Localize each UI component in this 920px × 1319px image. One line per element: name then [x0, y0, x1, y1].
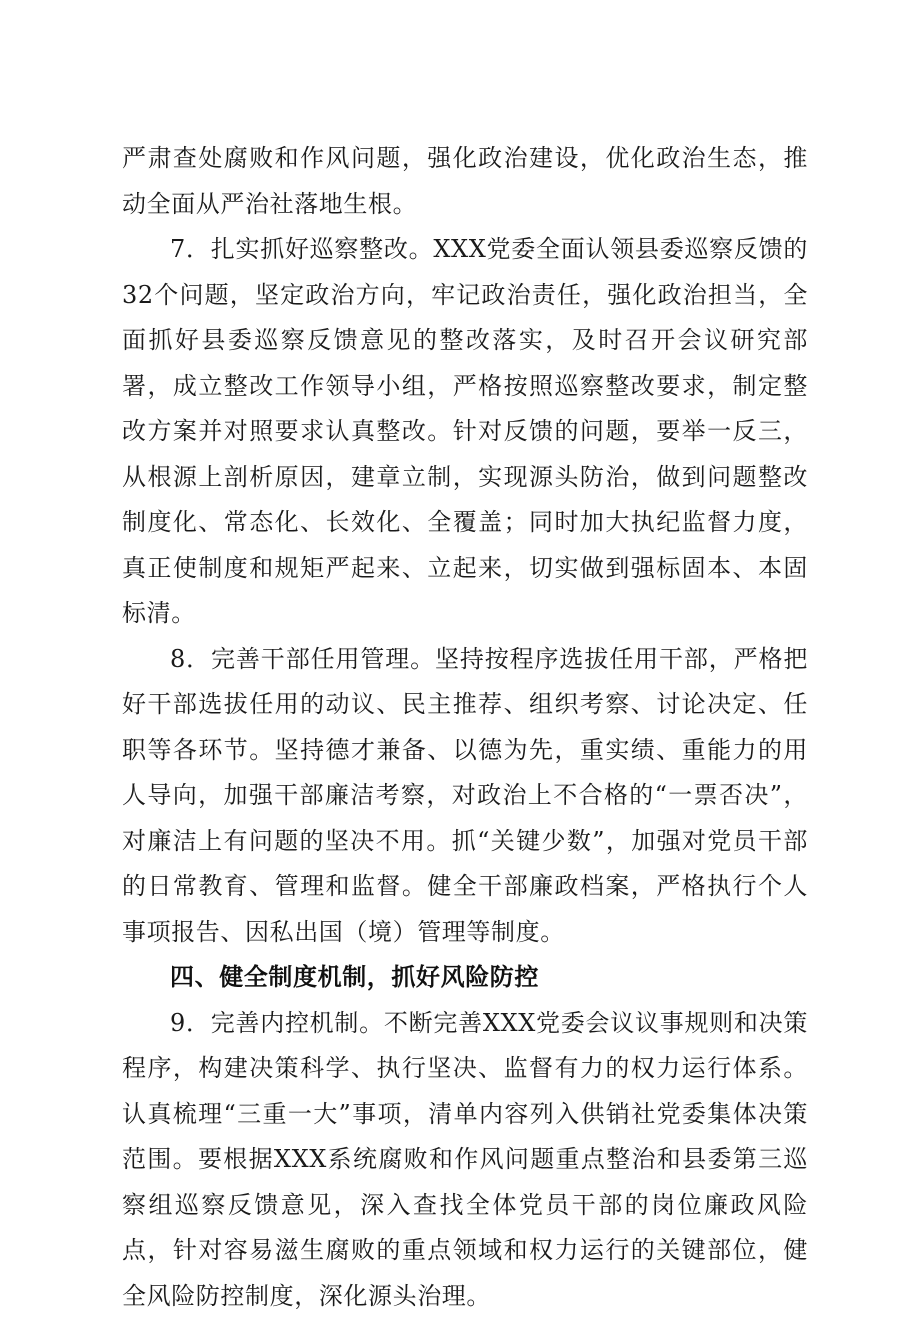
- paragraph-item-8: 8．完善干部任用管理。坚持按程序选拔任用干部，严格把好干部选拔任用的动议、民主推荐、组织考察、讨论决定、任职等各环节。坚持德才兼备、以德为先，重实绩、重能力的用人导向，加强干部廉洁考察，对政治上不合格的“一票否决”，对廉洁上有问题的坚决不用。抓“关键少数”，加强对党员干部的日常教育、管理和监督。健全干部廉政档案，严格执行个人事项报告、因私出国（境）管理等制度。: [122, 637, 808, 956]
- paragraph-item-9: 9．完善内控机制。不断完善XXX党委会议议事规则和决策程序，构建决策科学、执行坚决、监督有力的权力运行体系。认真梳理“三重一大”事项，清单内容列入供销社党委集体决策范围。要根据XXX系统腐败和作风问题重点整治和县委第三巡察组巡察反馈意见，深入查找全体党员干部的岗位廉政风险点，针对容易滋生腐败的重点领域和权力运行的关键部位，健全风险防控制度，深化源头治理。: [122, 1001, 808, 1319]
- document-body: [122, 136, 808, 1319]
- paragraph-item-7: 7．扎实抓好巡察整改。XXX党委全面认领县委巡察反馈的32个问题，坚定政治方向，牢记政治责任，强化政治担当，全面抓好县委巡察反馈意见的整改落实，及时召开会议研究部署，成立整改工作领导小组，严格按照巡察整改要求，制定整改方案并对照要求认真整改。针对反馈的问题，要举一反三，从根源上剖析原因，建章立制，实现源头防治，做到问题整改制度化、常态化、长效化、全覆盖；同时加大执纪监督力度，真正使制度和规矩严起来、立起来，切实做到强标固本、本固标清。: [122, 227, 808, 637]
- paragraph-continuation: 严肃查处腐败和作风问题，强化政治建设，优化政治生态，推动全面从严治社落地生根。: [122, 136, 808, 227]
- section-heading-4: 四、健全制度机制，抓好风险防控: [122, 955, 808, 1001]
